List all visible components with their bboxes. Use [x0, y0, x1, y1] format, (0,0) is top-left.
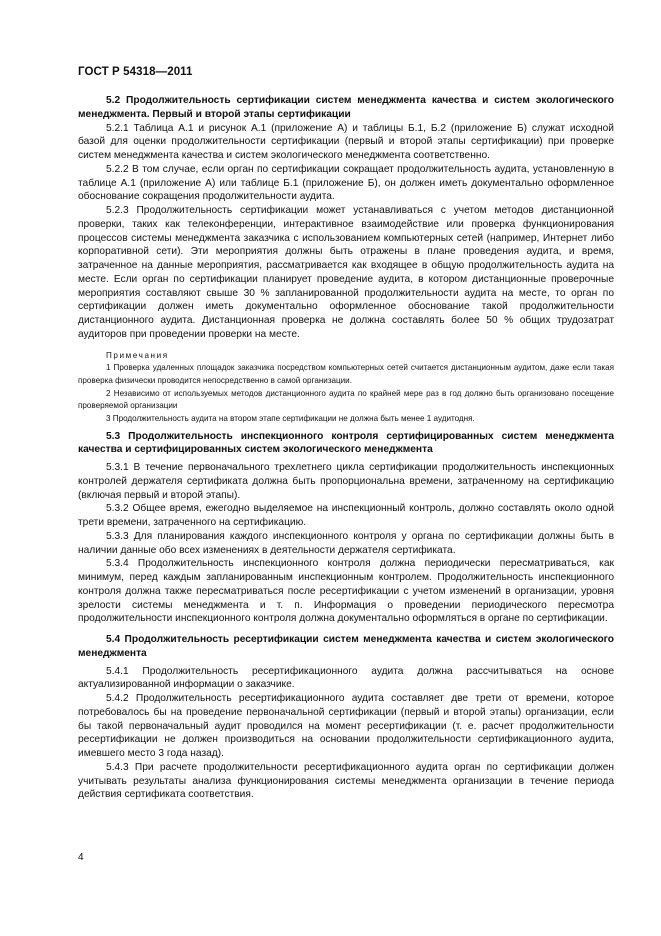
document-header: ГОСТ Р 54318—2011 [78, 66, 193, 78]
section-5-4-heading: 5.4 Продолжительность ресертификации систем менеджмента качества и систем экологического менеджмента [78, 634, 614, 659]
section-5-3-heading: 5.3 Продолжительность инспекционного контроля сертифицированных систем менеджмента качества и сертифицированных систем экологического менеджмента [78, 430, 614, 456]
paragraph-5-4-1: 5.4.1 Продолжительность ресертификационного аудита должна рассчитываться на основе актуализированной информации о заказчике. [78, 665, 614, 691]
note-2: 2 Независимо от используемых методов дистанционного аудита по крайней мере раз в год должно быть организовано посещение проверяемой организации [78, 388, 614, 411]
paragraph-5-4-2: 5.4.2 Продолжительность ресертификационного аудита составляет две трети от времени, которое потребовалось бы на проведение первоначальной сертификации (первый и второй этапы) организации, если бы такой первоначальный аудит проводился на момент ресертификации (т. е. расчет продолжительности ресертификации не должен производиться на основании продолжительности сертификационного аудита, имевшего место 3 года назад). [78, 693, 614, 760]
section-5-2-heading: 5.2 Продолжительность сертификации систем менеджмента качества и систем экологического менеджмента. Первый и второй этапы сертификации [78, 95, 614, 120]
page-number: 4 [78, 852, 84, 863]
paragraph-5-2-3: 5.2.3 Продолжительность сертификации может устанавливаться с учетом методов дистанционной проверки, таких как телеконференции, интерактивное взаимодействие или проверка функционирования процессов системы менеджмента заказчика с использованием компьютерных сетей (например, Интернет либо корпоративной сети). Эти мероприятия должны быть отражены в плане проведения аудита, и время, затраченное на данные мероприятия, рассматривается как входящее в общую продолжительность аудита на месте. Если орган по сертификации планирует проведение аудита, в котором дистанционные проверочные мероприятия составляют свыше 30 % запланированной продолжительности аудита на месте, то орган по сертификации должен иметь документально оформленное обоснование такой продолжительности дистанционного аудита. Дистанционная проверка не должна составлять более 50 % общих трудозатрат аудиторов при проведении проверки на месте. [78, 205, 614, 340]
paragraph-5-3-4: 5.3.4 Продолжительность инспекционного контроля должна периодически пересматриваться, как минимум, перед каждым запланированным инспекционным контролем. Продолжительность инспекционного контроля должна также пересматриваться после ресертификации с учетом изменений в организации, уровня зрелости системы менеджмента и т. п. Информация о проведении периодического пересмотра продолжительности инспекционного контроля должна документально оформляться в органе по сертификации. [78, 558, 614, 625]
paragraph-5-2-2: 5.2.2 В том случае, если орган по сертификации сокращает продолжительность аудита, установленную в таблице А.1 (приложение А) или таблице Б.1 (приложение Б), он должен иметь документально оформленное обоснование сокращения продолжительности аудита. [78, 163, 614, 203]
note-3: 3 Продолжительность аудита на втором этапе сертификации не должна быть менее 1 аудитодня. [106, 414, 475, 424]
paragraph-5-3-2: 5.3.2 Общее время, ежегодно выделяемое на инспекционный контроль, должно составлять около одной трети времени, затраченного на сертификацию. [78, 503, 614, 529]
note-1: 1 Проверка удаленных площадок заказчика посредством компьютерных сетей считается дистанционным аудитом, даже если такая проверка физически проводится непосредственно в самой организации. [78, 363, 614, 385]
notes-title: Примечания [106, 350, 169, 360]
paragraph-5-3-3: 5.3.3 Для планирования каждого инспекционного контроля у органа по сертификации должны быть в наличии данные обо всех изменениях в деятельности держателя сертификата. [78, 530, 614, 556]
paragraph-5-2-1: 5.2.1 Таблица А.1 и рисунок А.1 (приложение А) и таблицы Б.1, Б.2 (приложение Б) служат исходной базой для оценки продолжительности сертификации (первый и второй этапы сертификации) при проверке систем менеджмента качества и систем экологического менеджмента соответственно. [78, 122, 614, 161]
paragraph-5-3-1: 5.3.1 В течение первоначального трехлетнего цикла сертификации продолжительность инспекционных контролей держателя сертификата должна быть пропорциональна времени, затраченному на сертификацию (включая первый и второй этапы). [78, 462, 614, 501]
document-body [78, 94, 614, 802]
notes-block [78, 350, 614, 426]
paragraph-5-4-3: 5.4.3 При расчете продолжительности ресертификационного аудита орган по сертификации должен учитывать результаты анализа функционирования системы менеджмента организации в течение периода действия сертификата соответствия. [78, 761, 614, 801]
